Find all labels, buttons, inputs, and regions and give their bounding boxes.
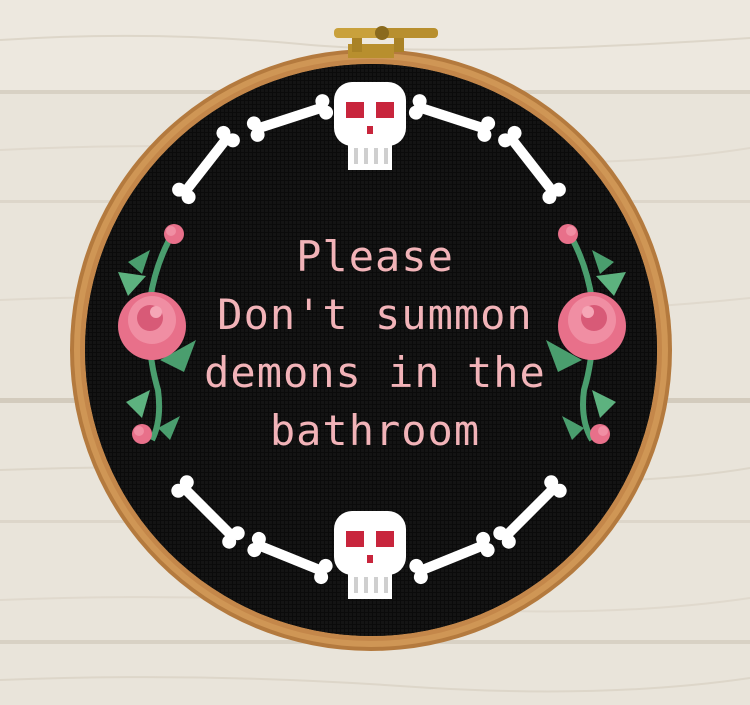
rosebud-icon <box>132 424 152 444</box>
rosebud-icon <box>590 424 610 444</box>
message-line: bathroom <box>269 406 481 455</box>
embroidered-message <box>190 228 560 460</box>
rose-icon <box>558 292 626 360</box>
message-line: Please <box>296 232 454 281</box>
rose-icon <box>118 292 186 360</box>
message-line: demons in the <box>204 348 546 397</box>
message-line: Don't summon <box>217 290 533 339</box>
rosebud-icon <box>164 224 184 244</box>
rosebud-icon <box>558 224 578 244</box>
